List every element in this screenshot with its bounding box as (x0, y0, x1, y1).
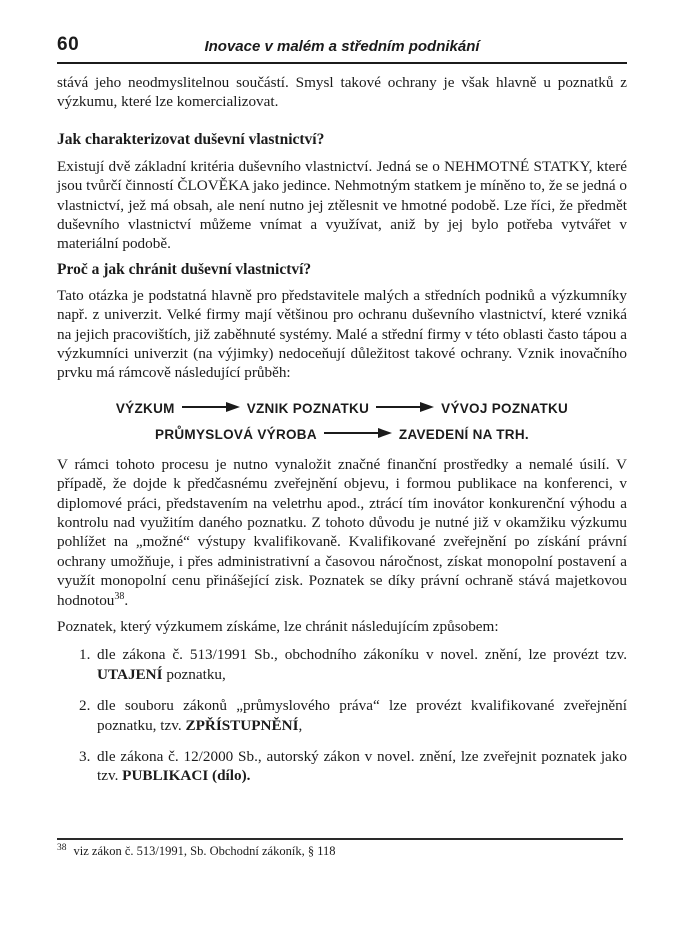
list-item-number: 3. (79, 748, 91, 766)
diagram-term-vyvoj-poznatku: VÝVOJ POZNATKU (441, 400, 569, 416)
page-number: 60 (57, 34, 80, 55)
list-item-term: PUBLIKACI (dílo). (122, 767, 251, 785)
list-item-text: dle zákona č. 12/2000 Sb., autorský zákon v novel. znění, lze zveřejnit poznatek jako tzv. (97, 748, 627, 785)
paragraph-list-intro: Poznatek, který výzkumem získáme, lze chránit následujícím způsobem: (57, 618, 499, 635)
process-diagram (57, 395, 627, 447)
paragraph-intro: stává jeho neodmyslitelnou součástí. Smysl takové ochrany je však hlavně u poznatků z výzkumu, které lze komercializovat. (57, 74, 627, 111)
protection-methods-list (57, 645, 627, 785)
right-arrow-icon (324, 422, 392, 447)
heading-protect: Proč a jak chránit duševní vlastnictví? (57, 260, 312, 278)
list-item-term: UTAJENÍ (97, 665, 163, 683)
paragraph-characterize: Existují dvě základní kritéria duševního vlastnictví. Jedná se o NEHMOTNÉ STATKY, které jsou tvůrčí činností ČLOVĚKA jako jedince. Nehmotným statkem je míněno to, že se jedná o vlastnictví, jež má obsah, ale není nutno jej ztělesnit ve hmotné podobě. Lze říci, že předmět duševního vlastnictví můžeme vnímat a využívat, aniž by jej bylo potřeba vytvářet v materiální podobě. (57, 157, 627, 253)
heading-characterize: Jak charakterizovat duševní vlastnictví? (57, 130, 325, 148)
list-item-number: 2. (79, 697, 91, 715)
diagram-term-zavedeni-na-trh: ZAVEDENÍ NA TRH. (398, 426, 529, 442)
paragraph-protect: Tato otázka je podstatná hlavně pro představitele malých a středních podniků a výzkumníky např. z univerzit. Velké firmy mají většinou pro ochranu duševního vlastnictví, které vzniká na jejich pracovištích, již zaběhnuté systémy. Malé a střední firmy v této oblasti často tápou a výzkumníci univerzit (na výjimky) nedoceňují důležitost takové ochrany. Vznik inovačního prvku má rámcově následující průběh: (57, 286, 627, 382)
running-header-title: Inovace v malém a středním podnikání (204, 38, 480, 55)
footnote-block (57, 838, 627, 859)
list-item (57, 696, 627, 735)
paragraph-process-end: . (124, 591, 129, 609)
list-item-term: ZPŘÍSTUPNĚNÍ (185, 716, 299, 734)
list-item (57, 645, 627, 684)
header-rule (57, 62, 627, 64)
right-arrow-icon (376, 396, 434, 421)
running-header (57, 0, 627, 56)
list-item-number: 1. (79, 646, 91, 664)
list-item-text: dle souboru zákonů „průmyslového práva“ lze provézt kvalifikované zveřejnění poznatku, tzv. (97, 697, 627, 734)
footnote-reference: 38 (114, 590, 125, 602)
process-diagram-row-2 (57, 421, 627, 447)
process-diagram-row-1 (57, 395, 627, 421)
list-item-text: dle zákona č. 513/1991 Sb., obchodního zákoníku v novel. znění, lze provézt tzv. (97, 646, 627, 664)
footnote-marker: 38 (57, 842, 67, 853)
text-column (57, 0, 627, 798)
footnote (57, 844, 627, 859)
footnote-text: viz zákon č. 513/1991, Sb. Obchodní zákoník, § 118 (73, 844, 336, 858)
list-item-text-end: , (298, 716, 303, 734)
diagram-term-prumyslova-vyroba: PRŮMYSLOVÁ VÝROBA (155, 426, 317, 442)
paragraph-process-text: V rámci tohoto procesu je nutno vynaložit značné finanční prostředky a nemalé úsilí. V případě, že dojde k předčasnému zveřejnění objevu, i formou publikace na konferenci, v diplomové práci, představením na veletrhu apod., ztrácí tím inovátor konkurenční výhodu a kontrolu nad využitím daného poznatku. Z tohoto důvodu je nutné již v okamžiku výzkumu pohlížet na „možné“ výstupy kvalifikovaně. Kvalifikované zveřejnění po získání právní ochrany umožňuje, i přes administrativní a časovou náročnost, získat monopolní postavení a využít monopolní cenu přinášející zisk. Poznatek se díky právní ochraně stává majetkovou hodnotou (57, 455, 627, 609)
right-arrow-icon (182, 396, 240, 421)
diagram-term-vyzkum: VÝZKUM (115, 400, 175, 416)
list-item-text-end: poznatku, (162, 665, 226, 683)
list-item (57, 747, 627, 786)
diagram-term-vznik-poznatku: VZNIK POZNATKU (246, 400, 370, 416)
paragraph-process (57, 455, 627, 610)
footnote-rule (57, 838, 623, 840)
